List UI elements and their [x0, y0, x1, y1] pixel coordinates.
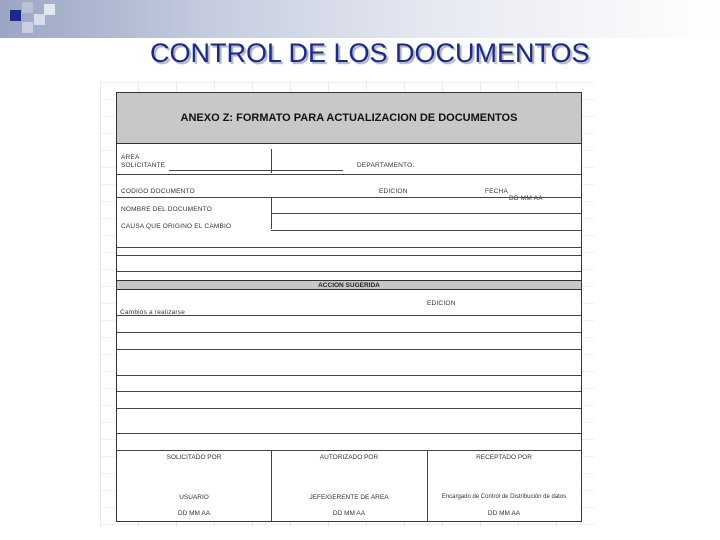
row-line-5	[117, 247, 581, 248]
row-line-14	[117, 433, 581, 434]
decor-square-4	[22, 22, 33, 33]
encargado-date-format: DD MM AA	[487, 510, 521, 517]
area-label: AREA	[121, 154, 140, 161]
row-line-12	[117, 391, 581, 392]
nombre-label: NOMBRE DEL DOCUMENTO	[121, 206, 213, 213]
row-line-13	[117, 408, 581, 409]
encargado-label: Encargado de Control de Distribución de datos	[441, 494, 567, 500]
title-gradient-band	[0, 0, 720, 38]
row-line-7	[117, 271, 581, 272]
section-accion-sugerida: ACCION SUGERIDA	[117, 280, 581, 290]
fecha-label: FECHA	[485, 188, 509, 195]
causa-label: CAUSA QUE ORIGINO EL CAMBIO	[121, 223, 232, 230]
usuario-date-format: DD MM AA	[177, 510, 211, 517]
jefe-date-format: DD MM AA	[332, 510, 366, 517]
row-line-8	[117, 315, 581, 316]
decor-square-3	[34, 14, 45, 25]
codigo-label: CODIGO DOCUMENTO	[121, 188, 195, 195]
recepcion-label: RECEPTADO POR	[476, 454, 532, 461]
jefe-label: JEFE/GERENTE DE AREA	[309, 494, 389, 501]
solicitante-line	[169, 170, 343, 171]
row-line-2	[117, 197, 581, 198]
slide-title: CONTROL DE LOS DOCUMENTOS	[150, 38, 590, 68]
row-line-4	[271, 230, 581, 231]
fecha-format: DD MM AA	[509, 195, 543, 202]
row-line-3	[271, 213, 581, 214]
autorizado-label: AUTORIZADO POR	[319, 454, 379, 461]
departamento-label: DEPARTAMENTO:	[357, 162, 415, 169]
usuario-label: USUARIO	[179, 494, 209, 501]
row-line-6	[117, 255, 581, 256]
row-line-10	[117, 349, 581, 350]
solicitado-label: SOLICITADO POR	[166, 454, 222, 461]
decor-square-5	[44, 4, 55, 15]
row-line-9	[117, 332, 581, 333]
row-line-15	[117, 450, 581, 451]
form-heading: ANEXO Z: FORMATO PARA ACTUALIZACION DE DOCUMENTOS	[117, 93, 581, 144]
row-line-1	[117, 174, 581, 175]
row-line-11	[117, 375, 581, 376]
field-divider-a	[271, 149, 272, 173]
cambios-label: Cambios a realizarse	[120, 309, 186, 316]
decor-square-1	[10, 10, 21, 21]
update-document-form	[116, 92, 582, 522]
solicitante-label: SOLICITANTE	[121, 162, 166, 169]
edicion-section-label: EDICION	[427, 300, 456, 307]
edicion-field-label: EDICION	[379, 188, 408, 195]
decor-square-2	[22, 2, 33, 13]
